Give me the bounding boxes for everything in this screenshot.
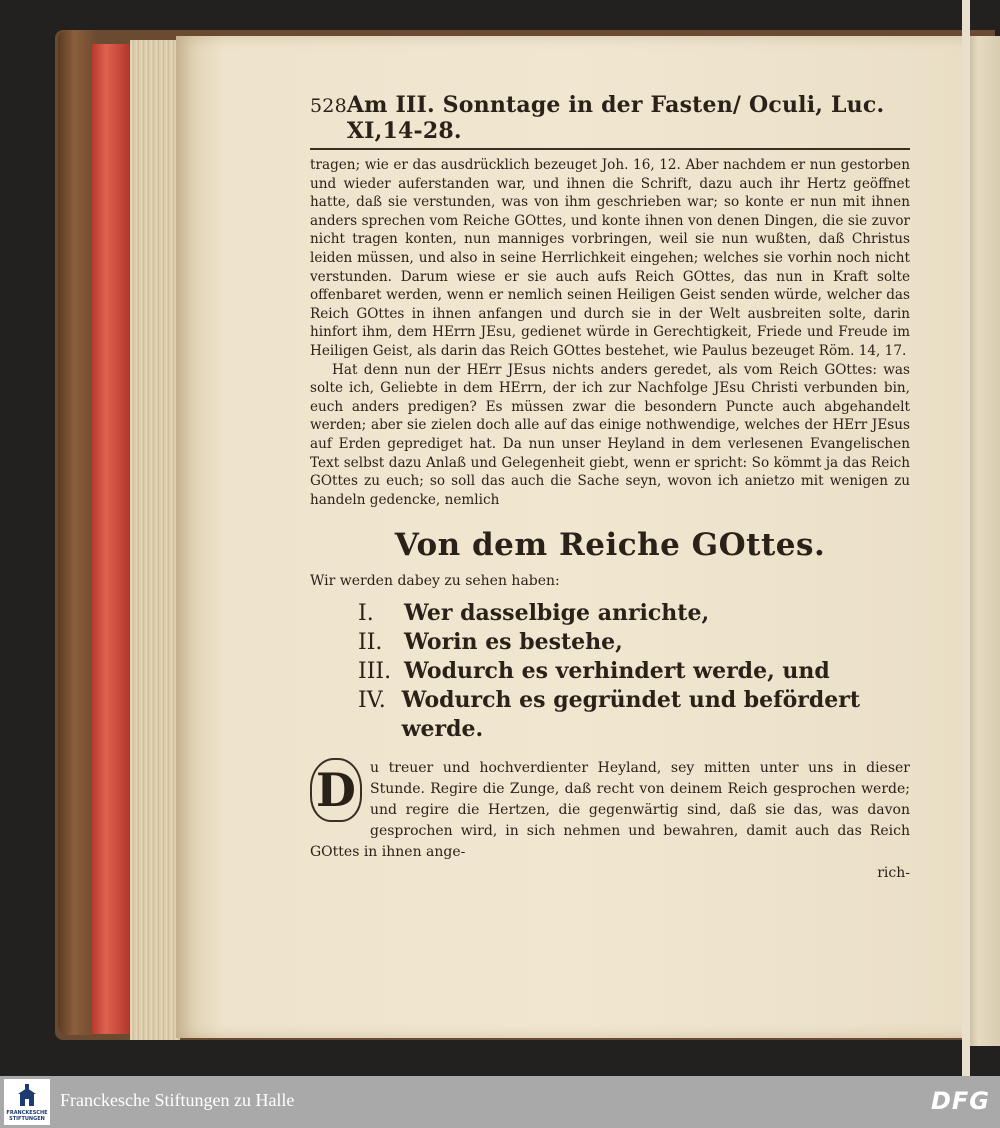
- outline-text: Wodurch es verhindert werde, und: [404, 658, 830, 685]
- outline-text: Wodurch es gegründet und befördert werde.: [401, 687, 861, 743]
- outline-item: [358, 628, 910, 657]
- institution-logo[interactable]: [4, 1079, 50, 1125]
- prayer-text: u treuer und hochverdienter Heyland, sey mitten unter uns in dieser Stunde. Regire die Zunge, daß recht von deinem Reich gesprochen werde; und regire die Hertzen, die gegenwärtig sind, daß sie das, was davon gesprochen wird, in sich nehmen und bewahren, damit auch das Reich GOttes in ihnen ange-: [310, 760, 910, 861]
- facing-page-strip: [962, 0, 970, 1076]
- outline-number: III.: [358, 659, 392, 685]
- outline-number: I.: [358, 601, 374, 627]
- drop-cap: D: [310, 758, 362, 822]
- outline-number: II.: [358, 630, 383, 656]
- red-page-edge: [92, 44, 132, 1034]
- outline-item: [358, 657, 910, 686]
- page-content: [310, 92, 910, 881]
- running-head: [310, 92, 910, 150]
- page-stack-edge: [130, 40, 180, 1040]
- footer-bar: [0, 1076, 1000, 1128]
- outline-list: [358, 599, 910, 744]
- outline-item: [358, 686, 910, 744]
- paragraph: Hat denn nun der HErr JEsus nichts anders geredet, als vom Reich GOttes: was solte ich, Geliebte in dem HErrn, der ich zur Nachfolge JEsu Christi verbunden bin, euch anders predigen? Es müssen zwar die besondern Puncte auch abgehandelt werden; aber sie zielen doch alle auf das einige nothwendige, welches der HErr JEsus auf Erden geprediget hat. Da nun unser Heyland in dem verlesenen Evangelischen Text selbst dazu Anlaß und Gelegenheit giebt, wenn er spricht: So kömmt ja das Reich GOttes zu euch; so soll das auch die Sache seyn, wovon ich anietzo mit wenigen zu handeln gedencke, nemlich: [310, 361, 910, 508]
- page-number: 528: [310, 95, 347, 117]
- outline-item: [358, 599, 910, 628]
- institution-name[interactable]: Franckesche Stiftungen zu Halle: [60, 1090, 295, 1110]
- outline-text: Wer dasselbige anrichte,: [404, 600, 710, 627]
- running-title: Am III. Sonntage in der Fasten/ Oculi, Luc. XI,14-28.: [346, 92, 885, 144]
- dfg-logo[interactable]: DFG: [930, 1087, 990, 1115]
- outline-number: IV.: [358, 688, 386, 714]
- section-title: Von dem Reiche GOttes.: [394, 527, 826, 564]
- outline-text: Worin es bestehe,: [404, 629, 623, 656]
- outline-intro: Wir werden dabey zu sehen haben:: [310, 573, 560, 590]
- logo-text: FRANCKESCHE STIFTUNGEN: [6, 1110, 48, 1122]
- catchword: rich-: [877, 865, 910, 882]
- prayer-paragraph: [310, 758, 910, 863]
- paragraph: tragen; wie er das ausdrücklich bezeuget Joh. 16, 12. Aber nachdem er nun gestorben und wieder auferstanden war, und ihnen die Schrift, dazu auch ihr Hertz geöffnet hatte, daß sie verstunden, was von ihm geschrieben war; so konte er nun mit ihnen anders sprechen vom Reiche GOttes, und konte ihnen von denen Dingen, die sie zuvor nicht tragen konten, nun manniges vorbringen, weil sie nun wußten, daß Christus leiden müssen, und also in seine Herrlichkeit eingehen; welches sie vorhin noch nicht verstunden. Darum wiese er sie auch aufs Reich GOttes, das nun in Kraft solte offenbaret werden, wenn er nemlich seinen Heiligen Geist senden würde, welcher das Reich GOttes in ihnen anfangen und durch sie in der Welt ausbreiten solte, darin hinfort ihm, dem HErrn JEsu, gedienet würde in Gerechtigkeit, Friede und Freude im Heiligen Geist, als darin das Reich GOttes bestehet, wie Paulus bezeuget Röm. 14, 17.: [310, 157, 910, 359]
- franckesche-logo-icon: [16, 1084, 38, 1110]
